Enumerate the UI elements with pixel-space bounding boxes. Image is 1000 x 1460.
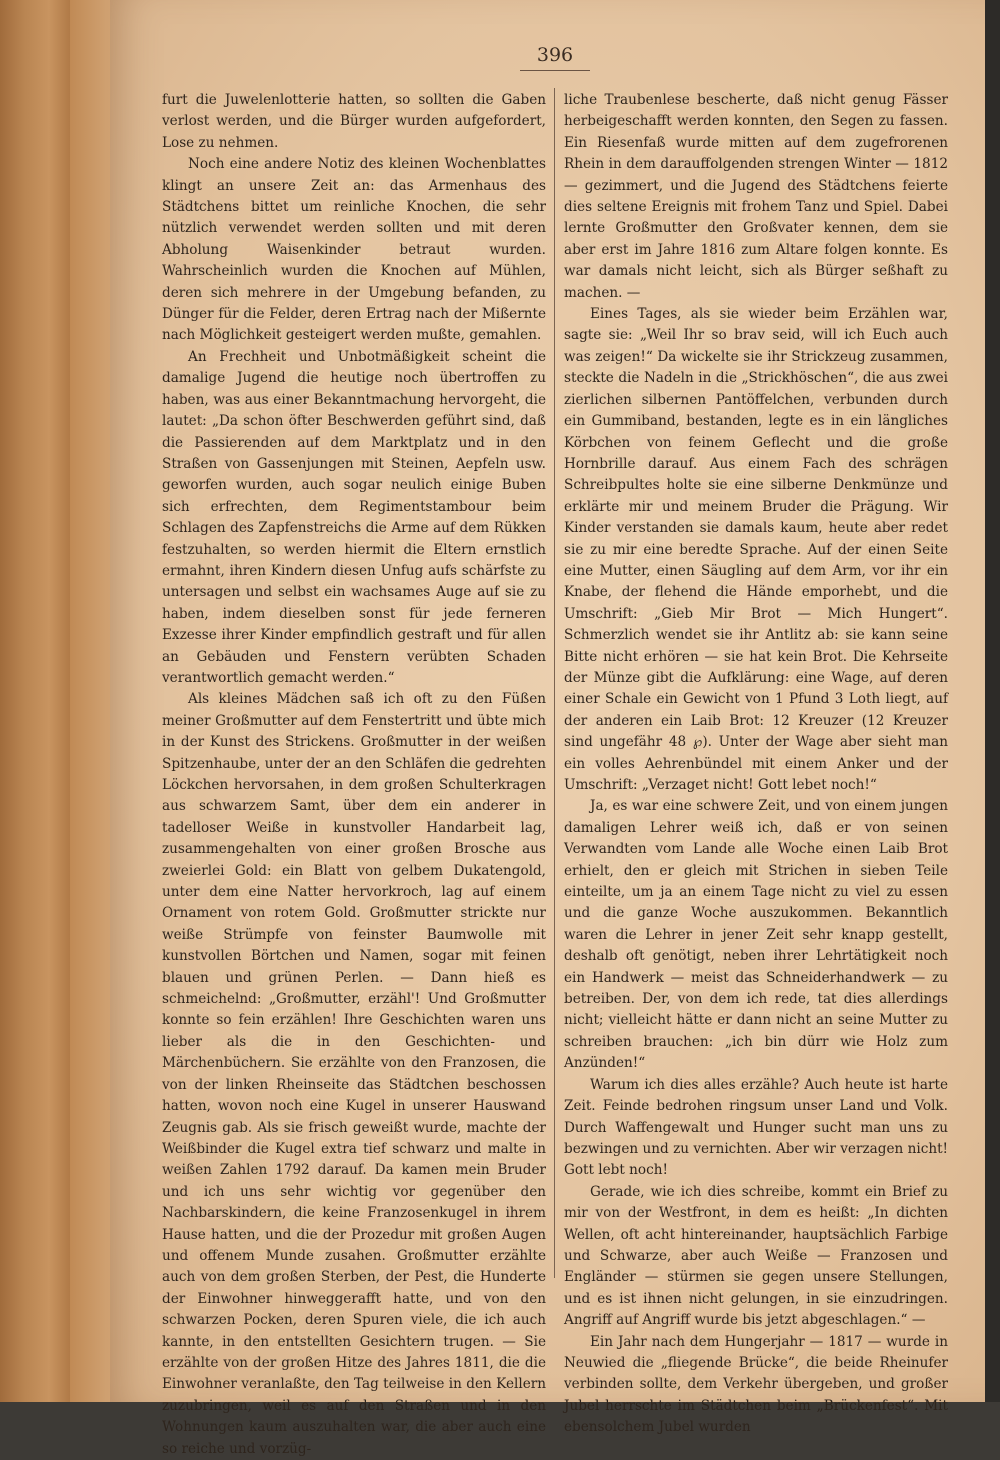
- page-number-rule: [520, 70, 590, 71]
- paragraph: Ein Jahr nach dem Hungerjahr — 1817 — wurde in Neuwied die „fliegende Brücke“, die beide Rheinufer verbinden sollte, dem Verkehr übergeben, und großer Jubel herrschte im Städtchen beim „Brückenfest“. Mit ebensolchem Jubel wurden: [564, 1333, 948, 1436]
- book-binding: [0, 0, 70, 1402]
- paragraph: Warum ich dies alles erzähle? Auch heute ist harte Zeit. Feinde bedrohen ringsum unser Land und Volk. Durch Waffengewalt und Hunger sucht man uns zu bezwingen und zu vernichten. Aber wir verzagen nicht! Gott lebt noch!: [564, 1076, 948, 1179]
- left-column: [162, 90, 546, 1460]
- right-column: [564, 90, 948, 1439]
- page-edge-shadow: [985, 0, 1000, 1402]
- paragraph: furt die Juwelenlotterie hatten, so sollten die Gaben verlost werden, und die Bürger wurden aufgefordert, Lose zu nehmen.: [162, 92, 546, 151]
- paragraph: Gerade, wie ich dies schreibe, kommt ein Brief zu mir von der Westfront, in dem es heißt: „In dichten Wellen, oft acht hintereinander, hauptsächlich Farbige und Schwarze, aber auch Weiße — Franzosen und Engländer — stürmen sie gegen unsere Stellungen, und es ist ihnen nicht gelungen, in sie einzudringen. Angriff auf Angriff wurde bis jetzt abgeschlagen.“ —: [564, 1183, 948, 1329]
- paragraph: An Frechheit und Unbotmäßigkeit scheint die damalige Jugend die heutige noch übertroffen zu haben, was aus einer Bekanntmachung hervorgeht, die lautet: „Da schon öfter Beschwerden geführt sind, daß die Passierenden auf dem Marktplatz und in den Straßen von Gassenjungen mit Steinen, Aepfeln usw. geworfen wurden, auch sogar neulich einige Buben sich erfrechten, dem Regimentstambour beim Schlagen des Zapfenstreichs die Arme auf dem Rükken festzuhalten, so werden hiermit die Eltern ernstlich ermahnt, ihren Kindern diesen Unfug aufs schärfste zu untersagen und selbst ein wachsames Auge auf sie zu haben, indem dieselben sonst für jede ferneren Exzesse ihrer Kinder empfindlich gestraft und für allen an Gebäuden und Fenstern verübten Schaden verantwortlich gemacht werden.“: [162, 348, 546, 686]
- column-divider: [554, 88, 555, 1278]
- paragraph: Noch eine andere Notiz des kleinen Wochenblattes klingt an unsere Zeit an: das Armenhaus des Städtchens bittet um reinliche Knochen, die sehr nützlich verwendet werden sollten und mit deren Abholung Waisenkinder betraut wurden. Wahrscheinlich wurden die Knochen auf Mühlen, deren sich mehrere in der Umgebung befanden, zu Dünger für die Felder, deren Ertrag nach der Mißernte nach Möglichkeit gesteigert werden mußte, gemahlen.: [162, 156, 546, 344]
- paragraph: Ja, es war eine schwere Zeit, und von einem jungen damaligen Lehrer weiß ich, daß er von seinen Verwandten vom Lande alle Woche einen Laib Brot erhielt, den er gleich mit Strichen in sieben Teile einteilte, um ja an einem Tage nicht zu viel zu essen und die ganze Woche auszukommen. Bekanntlich waren die Lehrer in jener Zeit sehr knapp gestellt, deshalb oft genötigt, neben ihrer Lehrtätigkeit noch ein Handwerk — meist das Schneiderhandwerk — zu betreiben. Der, von dem ich rede, tat dies allerdings nicht; vielleicht hätte er dann nicht an seine Mutter zu schreiben brauchen: „ich bin dürr wie Holz zum Anzünden!“: [564, 798, 948, 1072]
- paragraph: Als kleines Mädchen saß ich oft zu den Füßen meiner Großmutter auf dem Fenstertritt und übte mich in der Kunst des Strickens. Großmutter in der weißen Spitzenhaube, unter der an den Schläfen die gedrehten Löckchen hervorsahen, in dem großen Schulterkragen aus schwarzem Samt, über dem ein anderer in tadelloser Weiße in kunstvoller Handarbeit lag, zusammengehalten von einer großen Brosche aus zweierlei Gold: ein Blatt von gelbem Dukatengold, unter dem eine Natter hervorkroch, lag auf einem Ornament von rotem Gold. Großmutter strickte nur weiße Strümpfe von feinster Baumwolle mit kunstvollen Börtchen und Namen, sogar mit feinen blauen und grünen Perlen. — Dann hieß es schmeichelnd: „Großmutter, erzähl'! Und Großmutter konnte so fein erzählen! Ihre Geschichten waren uns lieber als die in den Geschichten- und Märchenbüchern. Sie erzählte von den Franzosen, die von der linken Rheinseite das Städtchen beschossen hatten, wovon noch eine Kugel in unserer Hauswand Zeugnis gab. Als sie frisch geweißt wurde, machte der Weißbinder die Kugel extra tief schwarz und malte in weißen Zahlen 1792 darauf. Da kamen mein Bruder und ich uns sehr wichtig vor gegenüber den Nachbarskindern, die keine Franzosenkugel in ihrem Hause hatten, und die der Prozedur mit großen Augen und offenem Munde zusahen. Großmutter erzählte auch von dem großen Sterben, der Pest, die Hunderte der Einwohner hinweggerafft hatte, und von den schwarzen Pocken, deren Spuren viele, die ich auch kannte, in den entstellten Gesichtern trugen. — Sie erzählte von der großen Hitze des Jahres 1811, die die Einwohner veranlaßte, den Tag teilweise in den Kellern zuzubringen, weil es auf den Straßen und in den Wohnungen kaum auszuhalten war, die aber auch eine so reiche und vorzüg-: [162, 691, 546, 1457]
- paragraph: liche Traubenlese bescherte, daß nicht genug Fässer herbeigeschafft werden konnten, den Segen zu fassen. Ein Riesenfaß wurde mitten auf dem zugefrorenen Rhein in dem darauffolgenden strengen Winter — 1812 — gezimmert, und die Jugend des Städtchens feierte dies seltene Ereignis mit frohem Tanz und Spiel. Dabei lernte Großmutter den Großvater kennen, dem sie aber erst im Jahre 1816 zum Altare folgen konnte. Es war damals nicht leicht, sich als Bürger seßhaft zu machen. —: [564, 92, 948, 301]
- page-number: 396: [536, 44, 574, 66]
- paragraph: Eines Tages, als sie wieder beim Erzählen war, sagte sie: „Weil Ihr so brav seid, will ich Euch auch was zeigen!“ Da wickelte sie ihr Strickzeug zusammen, steckte die Nadeln in die „Strickhöschen“, die aus zwei zierlichen silbernen Pantöffelchen, verbunden durch ein Gummiband, bestanden, legte es in ein längliches Körbchen von feinem Geflecht und die große Hornbrille darauf. Aus einem Fach des schrägen Schreibpultes holte sie eine silberne Denkmünze und erklärte mir und meinem Bruder die Prägung. Wir Kinder verstanden sie damals kaum, heute aber redet sie zu mir eine beredte Sprache. Auf der einen Seite eine Mutter, einen Säugling auf dem Arm, vor ihr ein Knabe, der flehend die Hände emporhebt, und die Umschrift: „Gieb Mir Brot — Mich Hungert“. Schmerzlich wendet sie ihr Antlitz ab: sie kann seine Bitte nicht erhören — sie hat kein Brot. Die Kehrseite der Münze gibt die Aufklärung: eine Wage, auf deren einer Schale ein Gewicht von 1 Pfund 3 Loth liegt, auf der anderen ein Laib Brot: 12 Kreuzer (12 Kreuzer sind ungefähr 48 ℘). Unter der Wage aber sieht man ein volles Aehrenbündel mit einem Anker und der Umschrift: „Verzaget nicht! Gott lebet noch!“: [564, 306, 948, 793]
